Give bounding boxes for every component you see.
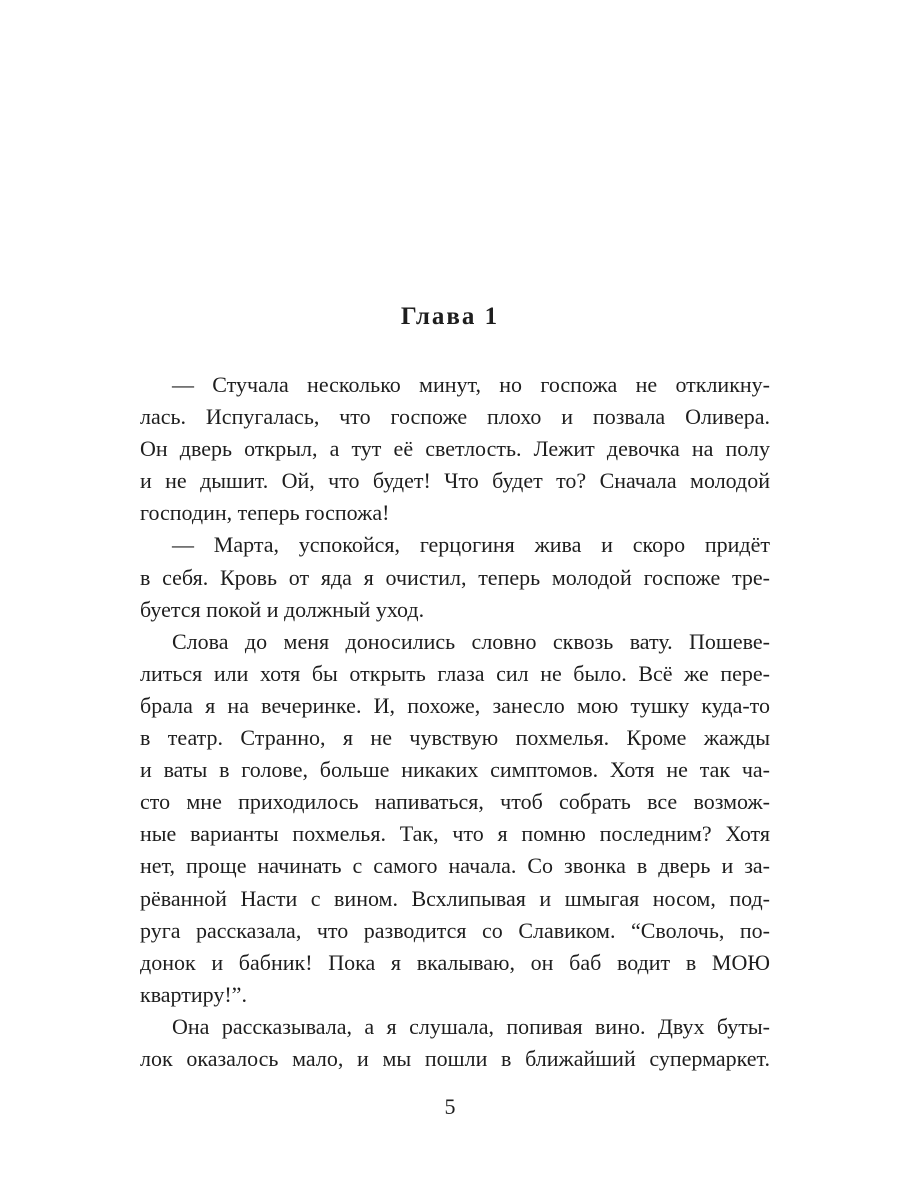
text-line: руга рассказала, что разводится со Славиком. “Сволочь, по-: [140, 917, 770, 943]
text-line: нет, проще начинать с самого начала. Со звонка в дверь и за-: [140, 853, 770, 879]
text-line: — Стучала несколько минут, но госпожа не откликну-: [172, 372, 770, 397]
text-line: — Марта, успокойся, герцогиня жива и скоро придёт: [172, 532, 770, 558]
text-line: ные варианты похмелья. Так, что я помню последним? Хотя: [140, 821, 770, 847]
text-line: брала я на вечеринке. И, похоже, занесло мою тушку куда-то: [140, 692, 770, 718]
text-line: квартиру!”.: [140, 981, 247, 1007]
text-line: лась. Испугалась, что госпоже плохо и позвала Оливера.: [140, 404, 770, 430]
text-line: донок и бабник! Пока я вкалываю, он баб водит в МОЮ: [140, 949, 770, 975]
text-line: господин, теперь госпожа!: [140, 500, 390, 526]
text-line: Она рассказывала, а я слушала, попивая вино. Двух буты-: [172, 1013, 770, 1039]
paragraph: [140, 369, 770, 529]
text-line: литься или хотя бы открыть глаза сил не было. Всё же пере-: [140, 660, 770, 686]
text-line: и ваты в голове, больше никаких симптомов. Хотя не так ча-: [140, 757, 770, 783]
paragraph: [140, 1011, 770, 1075]
page-body-text: [140, 369, 770, 1075]
page-number: 5: [444, 1094, 456, 1119]
paragraph: [140, 626, 770, 1011]
paragraph: [140, 529, 770, 625]
chapter-title: Глава 1: [400, 303, 500, 330]
text-line: буется покой и должный уход.: [140, 596, 425, 622]
text-line: и не дышит. Ой, что будет! Что будет то? Сначала молодой: [140, 468, 770, 494]
text-line: рёванной Насти с вином. Всхлипывая и шмыгая носом, под-: [140, 885, 770, 911]
text-line: сто мне приходилось напиваться, чтоб собрать все возмож-: [140, 789, 770, 815]
text-line: Он дверь открыл, а тут её светлость. Лежит девочка на полу: [140, 436, 770, 462]
text-line: в театр. Странно, я не чувствую похмелья. Кроме жажды: [140, 725, 770, 751]
text-line: лок оказалось мало, и мы пошли в ближайший супермаркет.: [140, 1045, 770, 1071]
text-line: в себя. Кровь от яда я очистил, теперь молодой госпоже тре-: [140, 564, 770, 590]
text-line: Слова до меня доносились словно сквозь вату. Пошеве-: [172, 628, 770, 654]
